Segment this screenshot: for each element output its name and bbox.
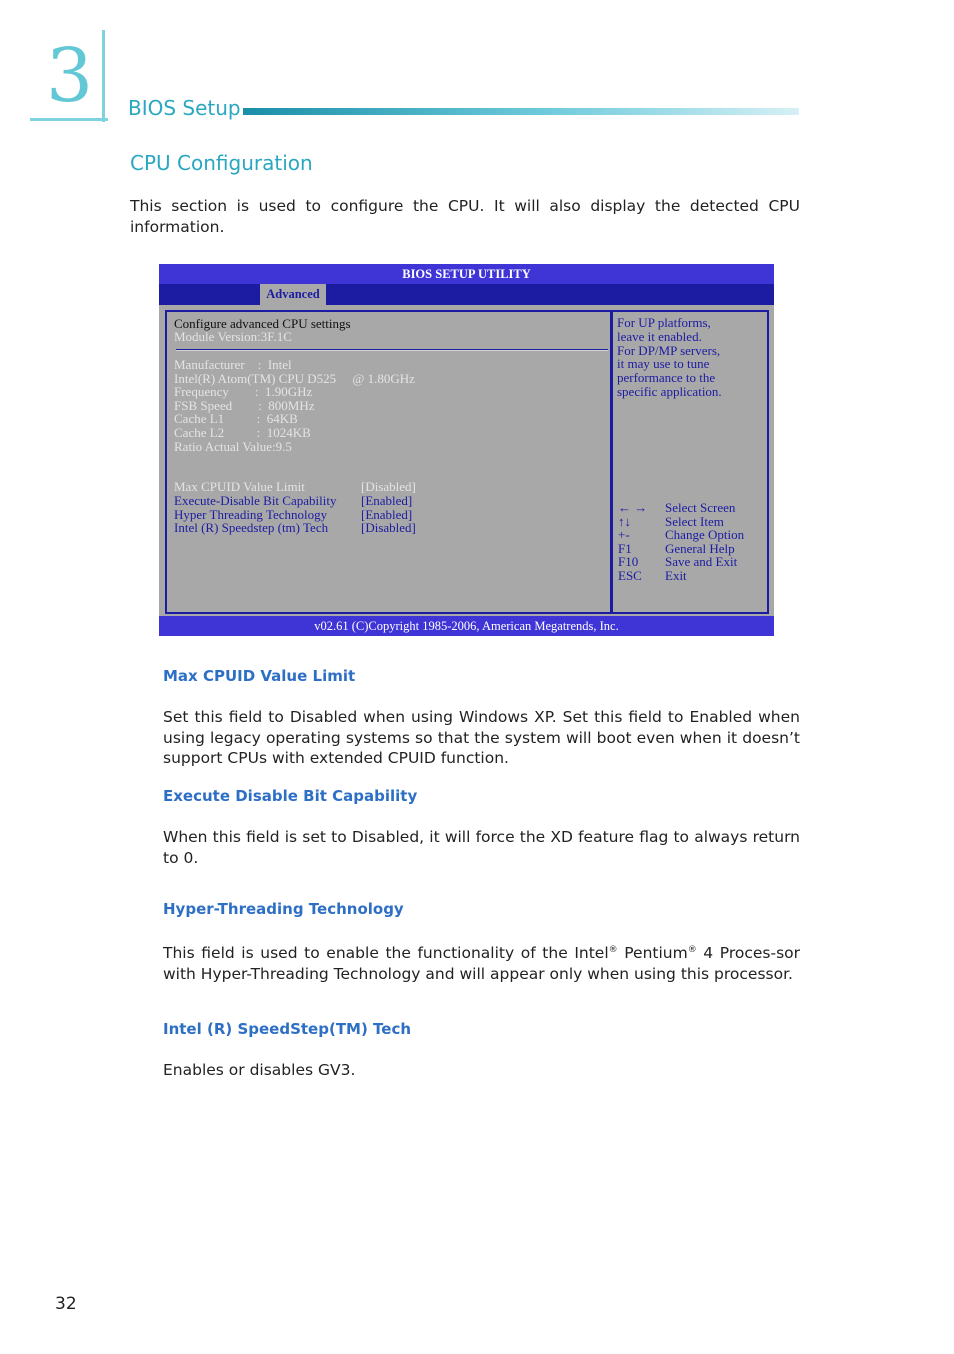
key-action: Exit <box>665 568 687 583</box>
tab-advanced[interactable]: Advanced <box>260 284 326 305</box>
section-body-execute-disable: When this field is set to Disabled, it will force the XD feature flag to always return to 0. <box>163 828 800 867</box>
title-rule <box>243 108 799 115</box>
chapter-title: BIOS Setup <box>128 96 241 120</box>
module-version: Module Version:3F.1C <box>174 329 292 344</box>
help-line: leave it enabled. <box>617 329 702 344</box>
setting-label-execute-disable[interactable]: Execute-Disable Bit Capability <box>174 493 337 508</box>
section-title-max-cpuid: Max CPUID Value Limit <box>163 667 356 685</box>
key-arrows-ud: ↑↓ <box>618 514 631 529</box>
setting-value-speedstep[interactable]: [Disabled] <box>361 520 416 535</box>
setting-label-hyper-threading[interactable]: Hyper Threading Technology <box>174 507 328 522</box>
help-line: performance to the <box>617 370 716 385</box>
key-action: General Help <box>665 541 735 556</box>
cpu-info-frequency: Frequency : 1.90GHz <box>174 384 313 399</box>
section-body-speedstep: Enables or disables GV3. <box>163 1061 356 1079</box>
cpu-info-manufacturer: Manufacturer : Intel <box>174 357 292 372</box>
page-number: 32 <box>55 1294 77 1314</box>
chapter-number: 3 <box>46 33 94 119</box>
key-action: Change Option <box>665 527 745 542</box>
bios-help-panel <box>610 310 769 614</box>
cpu-info-ratio: Ratio Actual Value:9.5 <box>174 439 292 454</box>
key-arrows-lr: ← → <box>618 500 648 515</box>
key-f10: F10 <box>618 554 639 569</box>
bios-screen <box>159 264 774 636</box>
section-title-execute-disable: Execute Disable Bit Capability <box>163 787 418 805</box>
help-line: For UP platforms, <box>617 315 711 330</box>
cpu-info-cache-l2: Cache L2 : 1024KB <box>174 425 311 440</box>
key-action: Select Screen <box>665 500 736 515</box>
setting-value-execute-disable[interactable]: [Enabled] <box>361 493 413 508</box>
bios-separator <box>176 349 608 351</box>
key-esc: ESC <box>618 568 642 583</box>
cpu-info-cache-l1: Cache L1 : 64KB <box>174 411 298 426</box>
section-title-hyper-threading: Hyper-Threading Technology <box>163 900 404 918</box>
cpu-info-model: Intel(R) Atom(TM) CPU D525 @ 1.80GHz <box>174 371 415 386</box>
key-action: Save and Exit <box>665 554 738 569</box>
setting-label-speedstep[interactable]: Intel (R) Speedstep (tm) Tech <box>174 520 329 535</box>
key-action: Select Item <box>665 514 724 529</box>
setting-value-hyper-threading[interactable]: [Enabled] <box>361 507 413 522</box>
section-title-speedstep: Intel (R) SpeedStep(TM) Tech <box>163 1020 412 1038</box>
bios-main-title: Configure advanced CPU settings <box>174 316 351 331</box>
intro-paragraph: This section is used to configure the CPU. It will also display the detected CPU information. <box>130 197 800 236</box>
cpu-info-fsb: FSB Speed : 800MHz <box>174 398 315 413</box>
bios-title: BIOS SETUP UTILITY <box>159 264 774 284</box>
bios-main-panel <box>165 310 613 614</box>
help-line: For DP/MP servers, <box>617 343 721 358</box>
section-body-hyper-threading: This field is used to enable the functionality of the Intel® Pentium® 4 Proces-sor with Hyper-Threading Technology and will appear only when using this processor. <box>163 944 801 983</box>
key-plus-minus: +- <box>618 527 630 542</box>
page-heading: CPU Configuration <box>130 151 313 175</box>
bios-footer: v02.61 (C)Copyright 1985-2006, American Megatrends, Inc. <box>159 616 774 636</box>
setting-value-max-cpuid[interactable]: [Disabled] <box>361 479 416 494</box>
setting-label-max-cpuid[interactable]: Max CPUID Value Limit <box>174 479 305 494</box>
help-line: it may use to tune <box>617 356 710 371</box>
key-f1: F1 <box>618 541 632 556</box>
bios-tab-bar <box>159 284 774 305</box>
help-line: specific application. <box>617 384 722 399</box>
section-body-max-cpuid: Set this field to Disabled when using Windows XP. Set this field to Enabled when using legacy operating systems so that the system will boot even when it doesn’t support CPUs with extended CPUID function. <box>163 708 800 767</box>
